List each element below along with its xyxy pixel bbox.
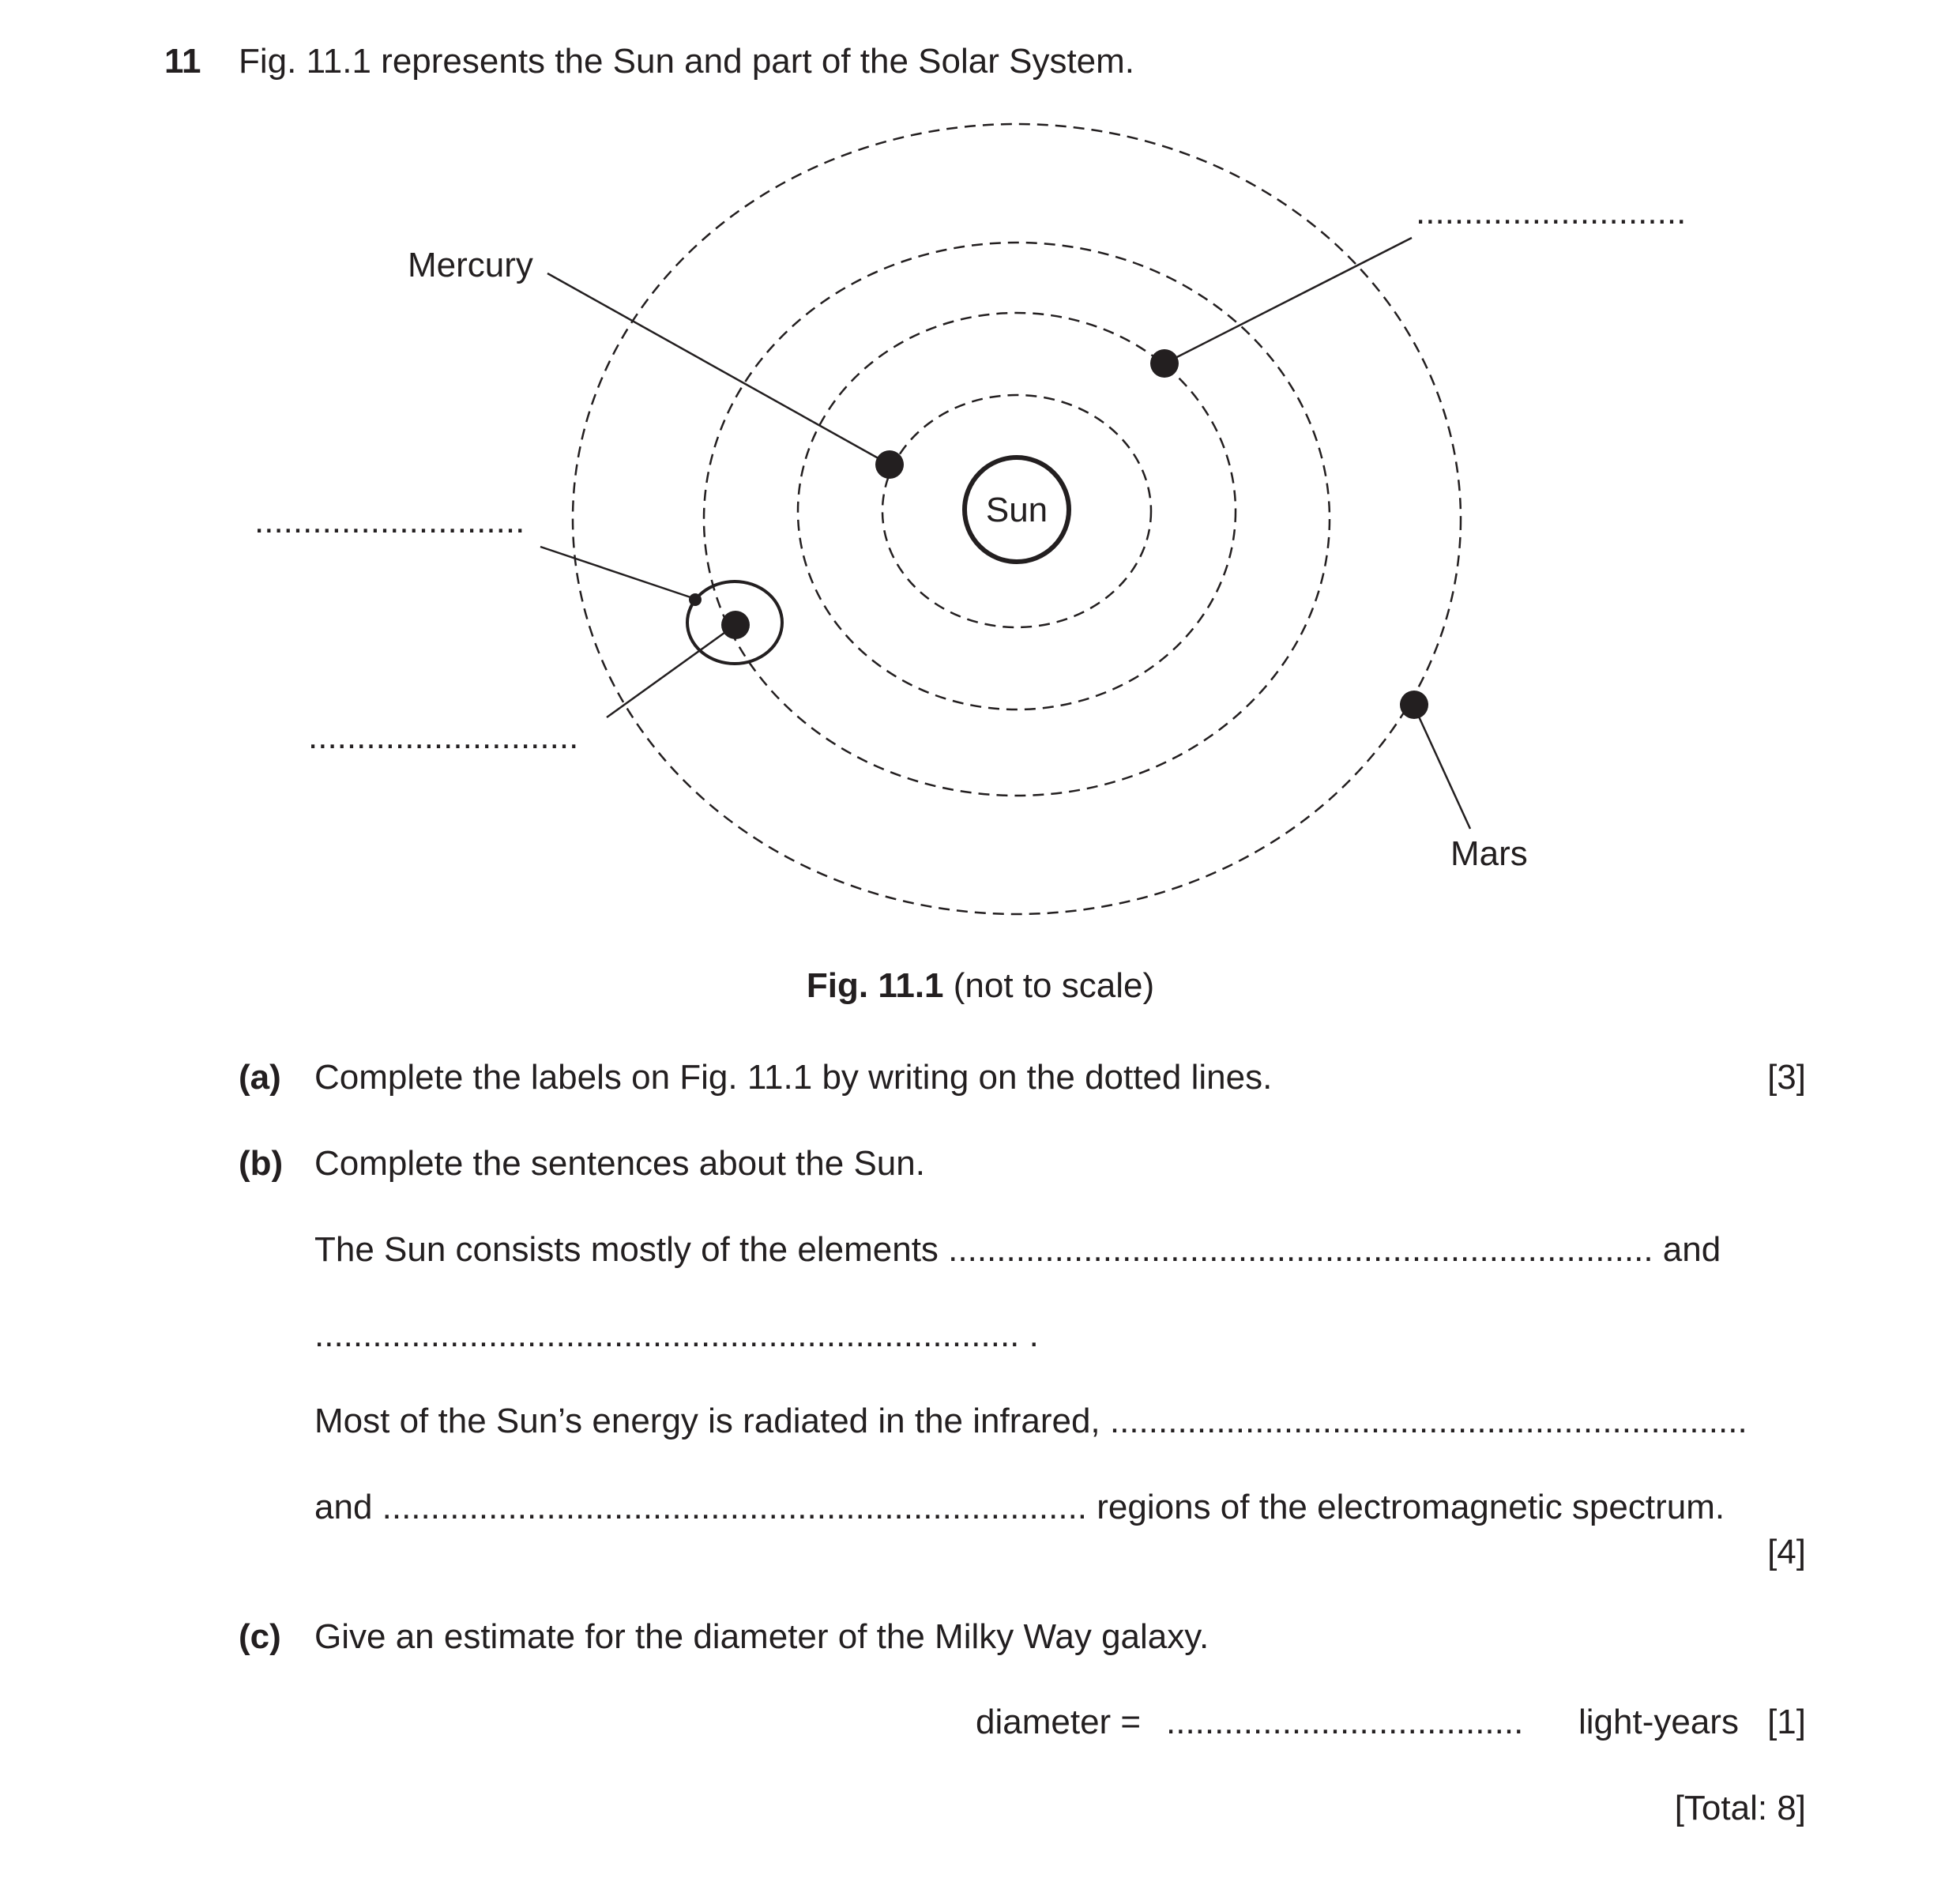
mars-leader bbox=[1414, 706, 1470, 829]
question-number: 11 bbox=[164, 42, 201, 81]
total-marks: [Total: 8] bbox=[1674, 1789, 1806, 1827]
diameter-unit: light-years bbox=[1578, 1703, 1739, 1741]
mercury-label: Mercury bbox=[408, 246, 533, 284]
venus-leader bbox=[1164, 238, 1412, 363]
sun-label: Sun bbox=[985, 491, 1048, 529]
earth-answer-line[interactable]: ............................ bbox=[308, 717, 579, 756]
part-b-line-4[interactable]: and ......................................................................... regions of the electromagnetic spectrum. bbox=[314, 1488, 1725, 1526]
part-c-label: (c) bbox=[239, 1617, 281, 1656]
mars-planet bbox=[1400, 691, 1428, 719]
moon-leader bbox=[540, 547, 695, 599]
venus-answer-line[interactable]: ............................ bbox=[1416, 193, 1687, 231]
part-b-label: (b) bbox=[239, 1144, 284, 1183]
question-intro: Fig. 11.1 represents the Sun and part of the Solar System. bbox=[239, 42, 1135, 81]
figure-caption bbox=[807, 966, 1154, 1005]
mercury-planet bbox=[875, 450, 904, 479]
part-b-text: Complete the sentences about the Sun. bbox=[314, 1144, 925, 1183]
diameter-answer-line[interactable]: ..................................... bbox=[1166, 1703, 1524, 1741]
part-a-text: Complete the labels on Fig. 11.1 by writing on the dotted lines. bbox=[314, 1058, 1273, 1097]
part-b-line-3[interactable]: Most of the Sun’s energy is radiated in the infrared, .................................................................. bbox=[314, 1402, 1747, 1440]
part-b-marks: [4] bbox=[1767, 1533, 1806, 1571]
part-b-line-1[interactable]: The Sun consists mostly of the elements ......................................................................... and bbox=[314, 1230, 1721, 1269]
figure-caption-bold: Fig. 11.1 bbox=[806, 966, 944, 1005]
part-a-label: (a) bbox=[239, 1058, 281, 1097]
earth-planet bbox=[721, 611, 750, 639]
part-c-marks: [1] bbox=[1767, 1703, 1806, 1741]
diameter-prefix: diameter = bbox=[976, 1703, 1142, 1741]
mercury-leader bbox=[547, 273, 890, 465]
part-b-line-2[interactable]: ......................................................................... . bbox=[314, 1315, 1039, 1354]
figure-caption-rest: (not to scale) bbox=[953, 966, 1155, 1005]
moon bbox=[689, 593, 702, 606]
mars-label: Mars bbox=[1450, 834, 1528, 873]
moon-answer-line[interactable]: ............................ bbox=[254, 502, 525, 540]
earth-leader bbox=[607, 627, 733, 717]
part-a-marks: [3] bbox=[1767, 1058, 1806, 1097]
venus-planet bbox=[1150, 349, 1179, 378]
part-c-text: Give an estimate for the diameter of the Milky Way galaxy. bbox=[314, 1617, 1209, 1656]
